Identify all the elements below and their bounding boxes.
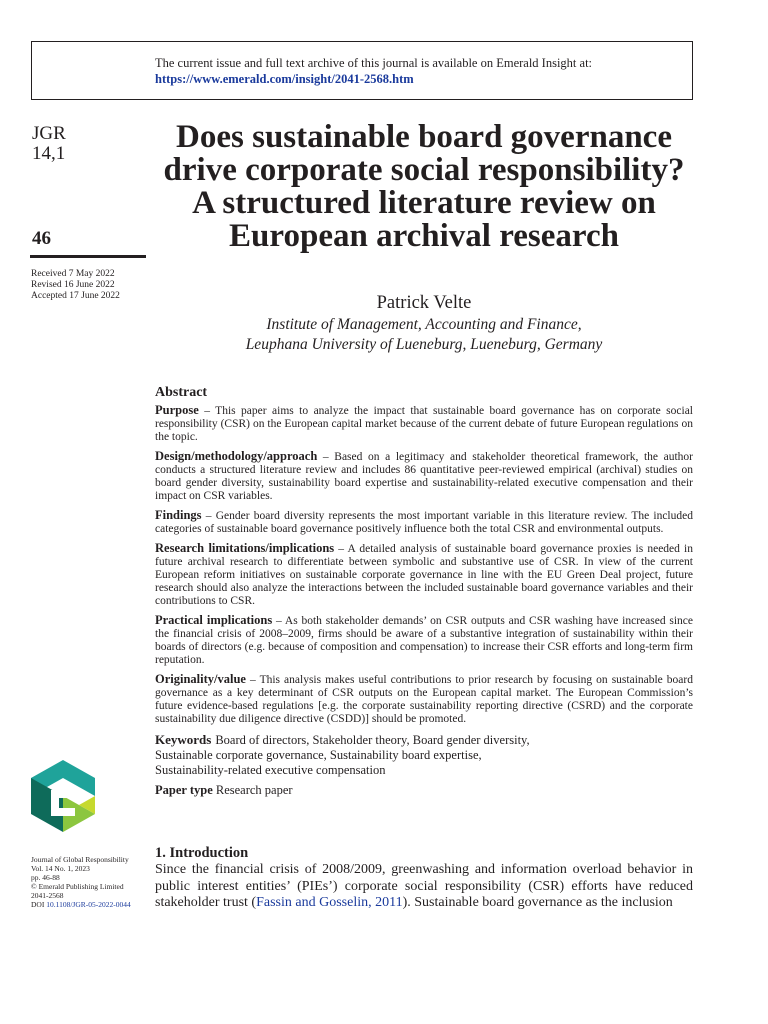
purpose-label: Purpose [155,403,199,417]
design-text: – Based on a legitimacy and stakeholder theoretical framework, the author conducts a structured literature review and includes 86 quantitative peer-reviewed empirical (archival) studies on board gender diversity, sustainability board expertise and sustainability-related executive compensation and their impact on CSR variables. [155,451,693,502]
keywords-line-1 [155,732,693,748]
abstract-purpose [155,404,693,444]
author-name: Patrick Velte [376,293,472,313]
abstract-originality [155,673,693,726]
journal-abbrev: JGR [32,123,66,144]
journal-name: Journal of Global Responsibility [31,855,129,864]
practical-text: – As both stakeholder demands’ on CSR outputs and CSR washing have increased since the financial crisis of 2008–2009, firms should be aware of a substantive integration of sustainability within their boards of directors (e.g. because of composition and compensation) to increase their CSR efforts and long-term firm reputation. [155,615,694,666]
notice-text [155,55,592,87]
keywords-line-3: Sustainability-related executive compensation [155,763,386,777]
journal-notice-box [31,41,693,100]
originality-text: – This analysis makes useful contributions to prior research by focusing on sustainable board governance as a key determinant of CSR outputs on the European capital market. The European Commission’s future evidence-based regulations [e.g. the corporate sustainability reporting directive (CSRD) and the corporate sustainability due diligence directive (CSDD)] should be promoted. [155,674,693,725]
volume-issue: 14,1 [32,143,66,164]
doi-link[interactable]: 10.1108/JGR-05-2022-0044 [46,900,131,909]
paper-type-value: Research paper [215,783,293,797]
abstract-practical [155,614,693,667]
abstract-findings [155,509,693,536]
intro-text-end: ). Sustainable board governance as the inclusion [402,895,673,910]
paper-type [155,784,693,797]
limitations-label: Research limitations/implications [155,541,335,555]
journal-publisher: © Emerald Publishing Limited [31,882,124,891]
journal-doi [31,900,131,909]
journal-metadata [31,855,131,909]
citation-link[interactable]: Fassin and Gosselin, 2011 [256,895,403,910]
practical-label: Practical implications [155,613,273,627]
abstract [155,386,693,797]
abstract-heading: Abstract [155,385,208,400]
journal-code [32,124,66,164]
abstract-design [155,450,693,503]
intro-text-start: Since the financial crisis of 2008/2009, greenwashing and information overload behavior in public interest entities’ (PIEs’) corporate social responsibility (CSR) efforts have reduced stakeholder trust ( [155,862,693,910]
introduction-heading: 1. Introduction [155,845,249,861]
keywords-text-1: Board of directors, Stakeholder theory, Board gender diversity, [215,733,530,747]
findings-text: – Gender board diversity represents the most important variable in this literature review. The included categories of sustainable board governance positively influence both the total CSR and environmental outputs. [155,510,693,535]
journal-volume: Vol. 14 No. 1, 2023 [31,864,90,873]
page-number: 46 [32,228,51,249]
notice-line: The current issue and full text archive of this journal is available on Emerald Insight at: [155,56,593,70]
journal-pages: pp. 46-88 [31,873,60,882]
originality-label: Originality/value [155,672,246,686]
paper-type-label: Paper type [155,783,213,797]
publisher-logo-icon [31,760,95,832]
design-label: Design/methodology/approach [155,449,318,463]
limitations-text: – A detailed analysis of sustainable board governance proxies is needed in future archival research to differentiate between symbolic and substantive use of CSR. In view of the current European reform initiatives on sustainable corporate governance in line with the EU Green Deal project, future research should also analyze the interactions between the included sustainable board governance variables and their contributions to CSR. [155,543,693,607]
affiliation-line-2: Leuphana University of Lueneburg, Lueneburg, Germany [245,336,603,353]
received-date: Received 7 May 2022 [31,269,115,279]
affiliation-line-1: Institute of Management, Accounting and Finance, [266,316,582,333]
accepted-date: Accepted 17 June 2022 [31,291,120,301]
purpose-text: – This paper aims to analyze the impact that sustainable board governance has on corporate social responsibility (CSR) on the European capital market because of the current debate of future European regulations on the topic. [155,405,693,443]
emerald-publishing-logo [31,760,95,837]
page-number-rule [30,255,146,258]
journal-issn: 2041-2568 [31,891,64,900]
journal-url-link[interactable]: https://www.emerald.com/insight/2041-2568.htm [155,72,414,86]
keywords [155,732,693,778]
revised-date: Revised 16 June 2022 [31,280,115,290]
findings-label: Findings [155,508,202,522]
keywords-line-2: Sustainable corporate governance, Sustainability board expertise, [155,748,482,762]
author-affiliation [150,315,698,355]
abstract-limitations [155,542,693,608]
article-title: Does sustainable board governance drive corporate social responsibility? A structured literature review on European archival research [163,119,685,254]
keywords-label: Keywords [155,732,212,747]
introduction-text [155,862,693,912]
doi-label: DOI [31,900,45,909]
article-dates [31,269,120,302]
